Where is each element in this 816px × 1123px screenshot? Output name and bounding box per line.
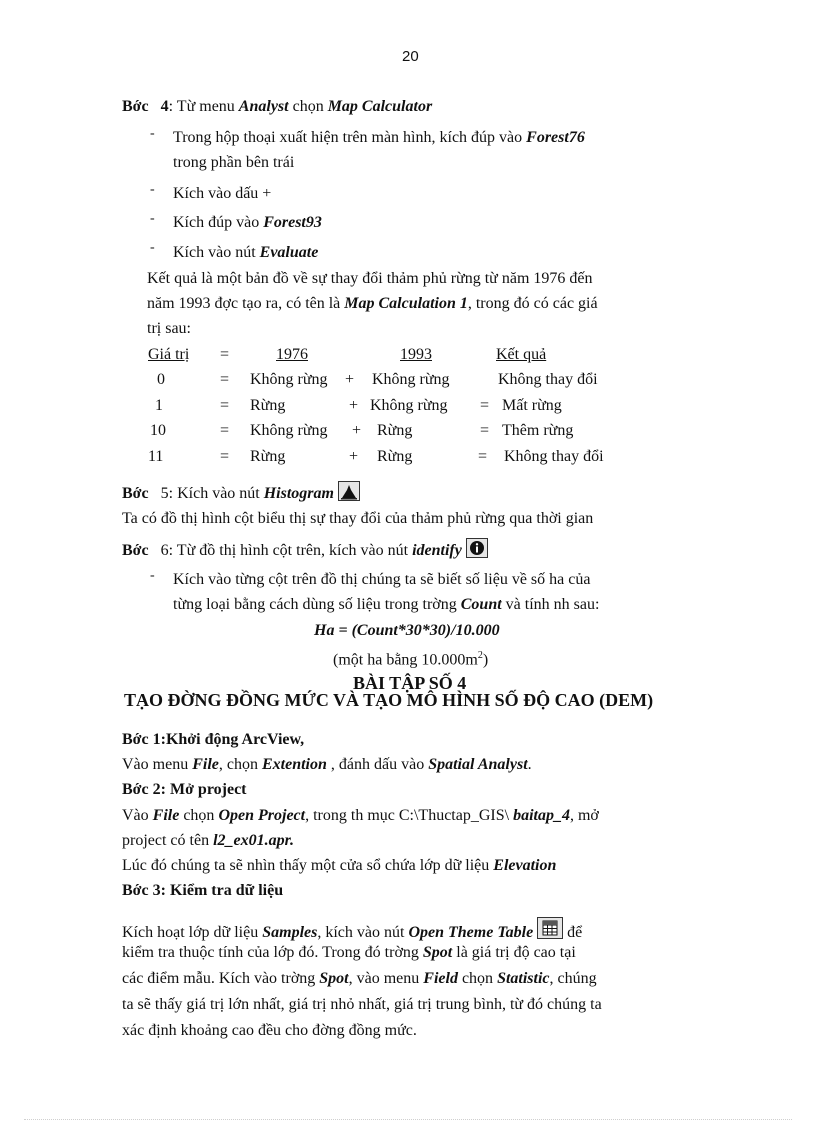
table-cell: 0: [157, 371, 165, 388]
histogram-label: Histogram: [263, 485, 334, 502]
instruction-text: .: [527, 756, 532, 773]
histogram-icon: [338, 481, 360, 507]
step-label: Bớc: [122, 542, 149, 559]
step-number: 4: [160, 98, 169, 115]
list-item: [173, 595, 599, 615]
page-number: 20: [402, 48, 419, 65]
list-item-text: Trong hộp thoại xuất hiện trên màn hình, kích đúp vào: [173, 129, 527, 146]
step5-heading: [122, 481, 360, 507]
step6-heading: [122, 538, 488, 564]
step6-text: : Từ đồ thị hình cột trên, kích vào nút: [168, 542, 413, 559]
instruction-text: project có tên: [122, 832, 214, 849]
project-file-name: l2_ex01.apr.: [213, 832, 294, 849]
menu-field: Field: [423, 970, 458, 987]
list-item: [173, 184, 271, 204]
ex-step3-text: [122, 917, 582, 945]
result-paragraph: Kết quả là một bản đồ về sự thay đổi thảm phủ rừng từ năm 1976 đến: [147, 270, 593, 287]
table-cell: 1: [155, 397, 163, 414]
formula: Ha = (Count*30*30)/10.000: [314, 622, 500, 639]
table-cell: Không rừng: [250, 422, 328, 439]
step-label: Bớc: [122, 98, 149, 115]
table-cell: Mất rừng: [502, 397, 562, 414]
table-cell: 10: [150, 422, 166, 439]
table-icon: [537, 917, 563, 945]
instruction-text: , kích vào nút: [317, 924, 409, 941]
bullet-dash: -: [150, 126, 155, 141]
ex-step1-text: [122, 755, 532, 775]
table-cell: Không rừng: [370, 397, 448, 414]
statistic-label: Statistic: [497, 970, 550, 987]
identify-icon: [466, 538, 488, 564]
open-theme-table-label: Open Theme Table: [408, 924, 534, 941]
unit-superscript: 2: [477, 650, 483, 661]
folder-name: baitap_4: [513, 807, 570, 824]
list-item-text: từng loại bằng cách dùng số liệu trong trờng: [173, 596, 461, 613]
instruction-text: Vào menu: [122, 756, 193, 773]
instruction-text: , trong th mục C:\Thuctap_GIS\: [305, 807, 514, 824]
table-cell: Rừng: [377, 448, 413, 465]
page-footer-rule: [24, 1119, 792, 1120]
step5-text: : Kích vào nút: [168, 485, 264, 502]
table-cell: Rừng: [250, 397, 286, 414]
list-item-text: Kích vào dấu +: [173, 185, 272, 202]
instruction-text: , vào menu: [348, 970, 424, 987]
table-cell: =: [220, 397, 230, 414]
result-paragraph: [147, 294, 598, 314]
extension-label: Extention: [261, 756, 327, 773]
map-calculator: Map Calculator: [327, 98, 433, 115]
ex-step3-text: [122, 969, 597, 989]
instruction-text: Kích hoạt lớp dữ liệu: [122, 924, 263, 941]
unit-note-text: ): [482, 651, 489, 669]
table-cell: 11: [148, 448, 164, 465]
ex-step2-text: [122, 806, 599, 826]
menu-file: File: [152, 807, 180, 824]
step-number: 6: [160, 542, 169, 559]
ex-step3-text: xác định khoảng cao đều cho đờng đồng mức.: [122, 1022, 417, 1039]
instruction-text: chọn: [457, 970, 498, 987]
table-cell: Không rừng: [250, 371, 328, 388]
step4-heading: [122, 97, 432, 117]
table-cell: +: [349, 448, 359, 465]
identify-label: identify: [412, 542, 462, 559]
instruction-text: , chúng: [549, 970, 597, 987]
ex-step2-heading: Bớc 2: Mở project: [122, 781, 247, 798]
step4-text: : Từ menu: [168, 98, 239, 115]
field-name: Count: [460, 596, 502, 613]
step-label: Bớc: [122, 485, 149, 502]
instruction-text: , chọn: [218, 756, 262, 773]
table-cell: =: [220, 448, 230, 465]
unit-note: [333, 646, 488, 670]
table-cell: +: [349, 397, 359, 414]
table-cell: Không rừng: [372, 371, 450, 388]
result-text: năm 1993 đợc tạo ra, có tên là: [147, 295, 345, 312]
layer-name: Samples: [262, 924, 318, 941]
instruction-text: là giá trị độ cao tại: [452, 944, 576, 961]
result-text: , trong đó có các giá: [467, 295, 598, 312]
table-cell: +: [352, 422, 362, 439]
instruction-text: Vào: [122, 807, 153, 824]
table-cell: =: [478, 448, 488, 465]
step5-description: Ta có đồ thị hình cột biểu thị sự thay đổi của thảm phủ rừng qua thời gian: [122, 510, 594, 527]
instruction-text: kiểm tra thuộc tính của lớp đó. Trong đó trờng: [122, 944, 423, 961]
step-number: 5: [160, 485, 169, 502]
evaluate-button-ref: Evaluate: [259, 244, 319, 261]
table-header: Giá trị: [148, 346, 190, 363]
spatial-analyst: Spatial Analyst: [428, 756, 528, 773]
table-cell: Không thay đổi: [498, 371, 598, 388]
list-item: Kích vào từng cột trên đồ thị chúng ta sẽ biết số liệu về số ha của: [173, 571, 591, 588]
table-header: 1976: [276, 346, 308, 363]
ex-step2-text: [122, 831, 294, 851]
exercise-subtitle: TẠO ĐỜNG ĐỒNG MỨC VÀ TẠO MÔ HÌNH SỐ ĐỘ CAO (DEM): [124, 690, 654, 710]
table-cell: +: [345, 371, 355, 388]
layer-name: Elevation: [493, 857, 557, 874]
list-item: [173, 128, 585, 148]
open-project: Open Project: [218, 807, 306, 824]
list-item: [173, 213, 322, 233]
list-item-text: Kích vào nút: [173, 244, 260, 261]
instruction-text: để: [563, 924, 583, 941]
table-cell: Thêm rừng: [502, 422, 574, 439]
list-item-text: trong phần bên trái: [173, 154, 295, 171]
ex-step1-heading: Bớc 1:Khởi động ArcView,: [122, 731, 305, 748]
instruction-text: Lúc đó chúng ta sẽ nhìn thấy một cửa sổ chứa lớp dữ liệu: [122, 857, 494, 874]
layer-name: Forest93: [263, 214, 322, 231]
bullet-dash: -: [150, 211, 155, 226]
instruction-text: , đánh dấu vào: [326, 756, 429, 773]
menu-analyst: Analyst: [238, 98, 289, 115]
ex-step3-heading: Bớc 3: Kiểm tra dữ liệu: [122, 882, 284, 899]
table-cell: =: [220, 422, 230, 439]
menu-file: File: [192, 756, 219, 773]
table-cell: Rừng: [250, 448, 286, 465]
layer-name: Forest76: [526, 129, 585, 146]
list-item-text: và tính nh sau:: [501, 596, 600, 613]
instruction-text: chọn: [179, 807, 219, 824]
field-name: Spot: [319, 970, 349, 987]
map-calculation-name: Map Calculation 1: [344, 295, 468, 312]
table-cell: =: [220, 371, 230, 388]
exercise-title: BÀI TẬP SỐ 4: [353, 673, 467, 693]
ex-step3-text: [122, 943, 576, 963]
unit-note-text: (một ha bằng 10.000m: [333, 651, 478, 669]
table-cell: Không thay đổi: [504, 448, 604, 465]
table-cell: =: [480, 422, 490, 439]
list-item: [173, 153, 294, 173]
ex-step3-text: ta sẽ thấy giá trị lớn nhất, giá trị nhỏ nhất, giá trị trung bình, từ đó chúng ta: [122, 996, 602, 1013]
table-header: Kết quả: [496, 346, 547, 363]
result-paragraph: trị sau:: [147, 320, 191, 337]
bullet-dash: -: [150, 568, 155, 583]
step4-text: chọn: [288, 98, 328, 115]
table-header: =: [220, 346, 230, 363]
bullet-dash: -: [150, 240, 155, 255]
field-name: Spot: [422, 944, 453, 961]
table-cell: Rừng: [377, 422, 413, 439]
instruction-text: các điểm mẫu. Kích vào trờng: [122, 970, 320, 987]
bullet-dash: -: [150, 182, 155, 197]
ex-step2-text: [122, 856, 556, 876]
list-item: [173, 243, 318, 263]
table-cell: =: [480, 397, 490, 414]
instruction-text: , mở: [569, 807, 599, 824]
list-item-text: Kích đúp vào: [173, 214, 264, 231]
table-header: 1993: [400, 346, 432, 363]
